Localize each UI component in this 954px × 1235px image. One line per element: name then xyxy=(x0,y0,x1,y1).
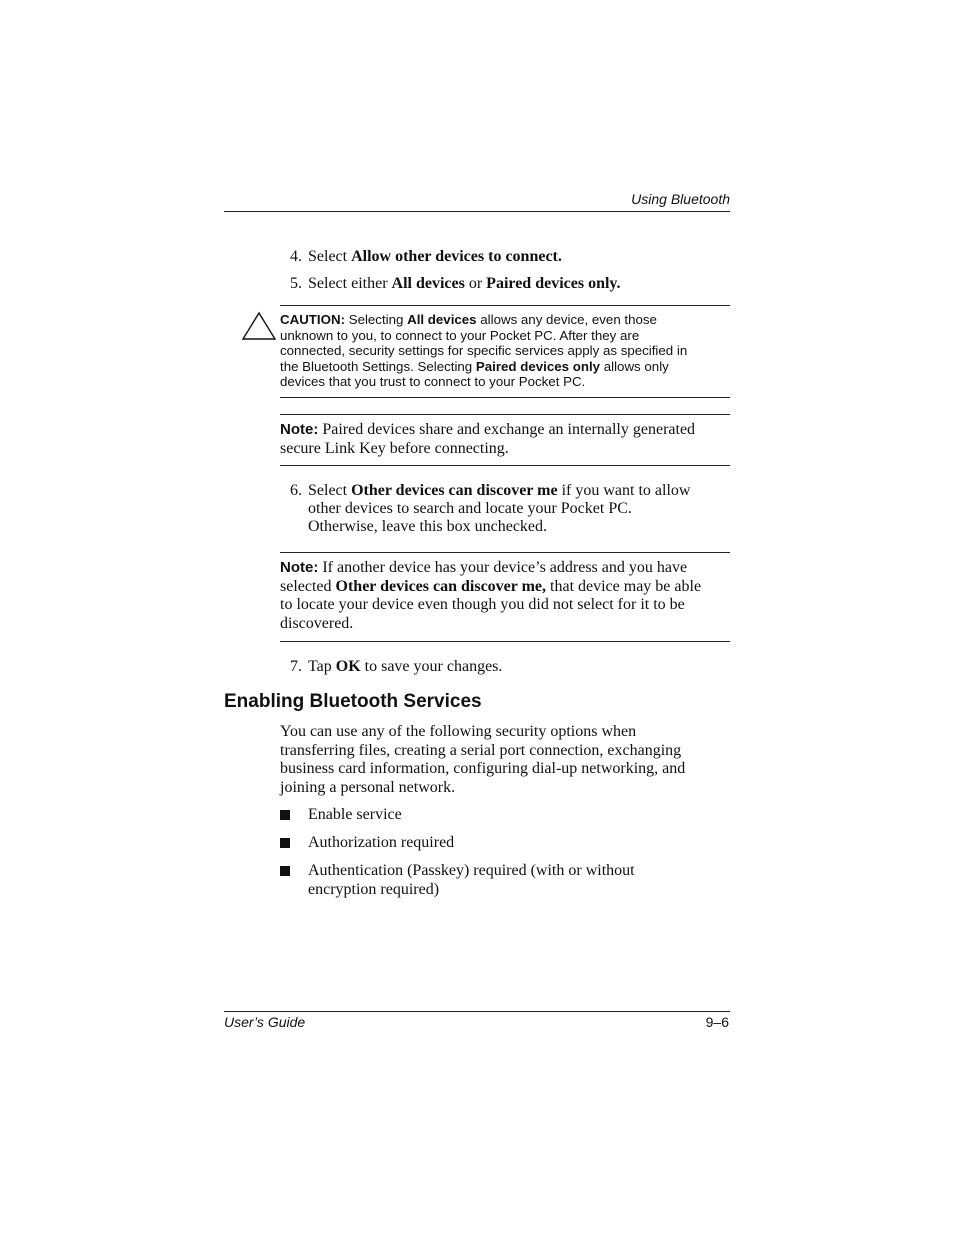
bullet-square-icon xyxy=(280,810,290,820)
footer-title: User’s Guide xyxy=(224,1014,306,1030)
note-label: Note: xyxy=(280,559,319,576)
caution-plain: Selecting xyxy=(345,312,408,327)
note-plain: selected xyxy=(280,577,336,595)
section-heading: Enabling Bluetooth Services xyxy=(224,691,482,712)
caution-top-rule xyxy=(280,305,730,306)
step-text-bold: Other devices can discover me xyxy=(351,482,558,499)
step-text xyxy=(308,248,562,267)
note-1 xyxy=(280,421,730,458)
note-line xyxy=(280,578,730,597)
step-number: 7. xyxy=(290,658,302,675)
caution-plain: allows any device, even those xyxy=(476,312,657,327)
caution-line: unknown to you, to connect to your Pocket PC. After they are xyxy=(280,327,640,343)
note-plain: that device may be able xyxy=(546,577,702,595)
step-text-line: Otherwise, leave this box unchecked. xyxy=(308,518,548,535)
step-text xyxy=(308,658,502,677)
bullet-text: Authentication (Passkey) required (with or without xyxy=(308,862,635,879)
running-header: Using Bluetooth xyxy=(631,191,730,207)
step-text xyxy=(308,275,621,294)
caution-line: devices that you trust to connect to your Pocket PC. xyxy=(280,374,586,390)
caution-line xyxy=(280,359,730,375)
paragraph-line: joining a personal network. xyxy=(280,778,456,796)
caution-bottom-rule xyxy=(280,397,730,398)
step-text-plain: Select xyxy=(308,482,352,499)
bullet-square-icon xyxy=(280,838,290,848)
note-line xyxy=(280,421,730,440)
note1-top-rule xyxy=(280,414,730,415)
step-text-bold: Paired devices only. xyxy=(486,275,621,292)
step-text-plain: to save your changes. xyxy=(360,658,503,675)
step-text-bold: OK xyxy=(335,658,361,675)
caution-bold: Paired devices only xyxy=(475,358,601,374)
step-text xyxy=(308,482,690,501)
note2-top-rule xyxy=(280,552,730,553)
note-bold: Other devices can discover me, xyxy=(335,577,547,595)
caution-plain: allows only xyxy=(600,358,669,374)
note-plain: If another device has your device’s address and you have xyxy=(318,559,688,576)
bullet-text: Enable service xyxy=(308,806,402,823)
bullet-text-line: encryption required) xyxy=(308,881,440,898)
footer-rule xyxy=(224,1011,730,1012)
paragraph-line: business card information, configuring dial-up networking, and xyxy=(280,760,686,777)
caution-line: connected, security settings for specific services apply as specified in xyxy=(280,343,688,359)
step-text-bold: Allow other devices to connect. xyxy=(351,248,562,265)
page-number: 9–6 xyxy=(705,1014,729,1030)
note-line: secure Link Key before connecting. xyxy=(280,439,509,457)
step-text-plain: or xyxy=(464,275,487,292)
note-2 xyxy=(280,559,730,634)
step-text-bold: All devices xyxy=(391,275,465,292)
note-line xyxy=(280,559,730,578)
caution-text xyxy=(280,312,730,390)
step-text-line: other devices to search and locate your Pocket PC. xyxy=(308,500,632,517)
note-label: Note: xyxy=(280,421,319,438)
caution-line xyxy=(280,312,730,328)
bullet-square-icon xyxy=(280,866,290,876)
paragraph-line: You can use any of the following security options when xyxy=(280,723,637,740)
note2-bottom-rule xyxy=(280,641,730,642)
step-text-plain: if you want to allow xyxy=(557,482,691,499)
note-line: to locate your device even though you did not select for it to be xyxy=(280,596,685,614)
caution-triangle-icon xyxy=(241,311,277,341)
paragraph-line: transferring files, creating a serial port connection, exchanging xyxy=(280,741,682,759)
section-paragraph xyxy=(280,723,730,797)
step-text-plain: Select xyxy=(308,248,352,265)
note1-bottom-rule xyxy=(280,465,730,466)
note-plain: Paired devices share and exchange an internally generated xyxy=(318,421,696,438)
bullet-text: Authorization required xyxy=(308,834,455,851)
header-rule xyxy=(224,211,730,212)
caution-label: CAUTION: xyxy=(280,312,345,327)
note-line: discovered. xyxy=(280,615,354,633)
step-number: 4. xyxy=(290,248,302,265)
step-number: 6. xyxy=(290,482,302,499)
step-number: 5. xyxy=(290,275,302,292)
step-text-plain: Tap xyxy=(308,658,336,675)
caution-bold: All devices xyxy=(407,312,477,327)
caution-plain: the Bluetooth Settings. Selecting xyxy=(280,358,476,374)
step-text-plain: Select either xyxy=(308,275,392,292)
